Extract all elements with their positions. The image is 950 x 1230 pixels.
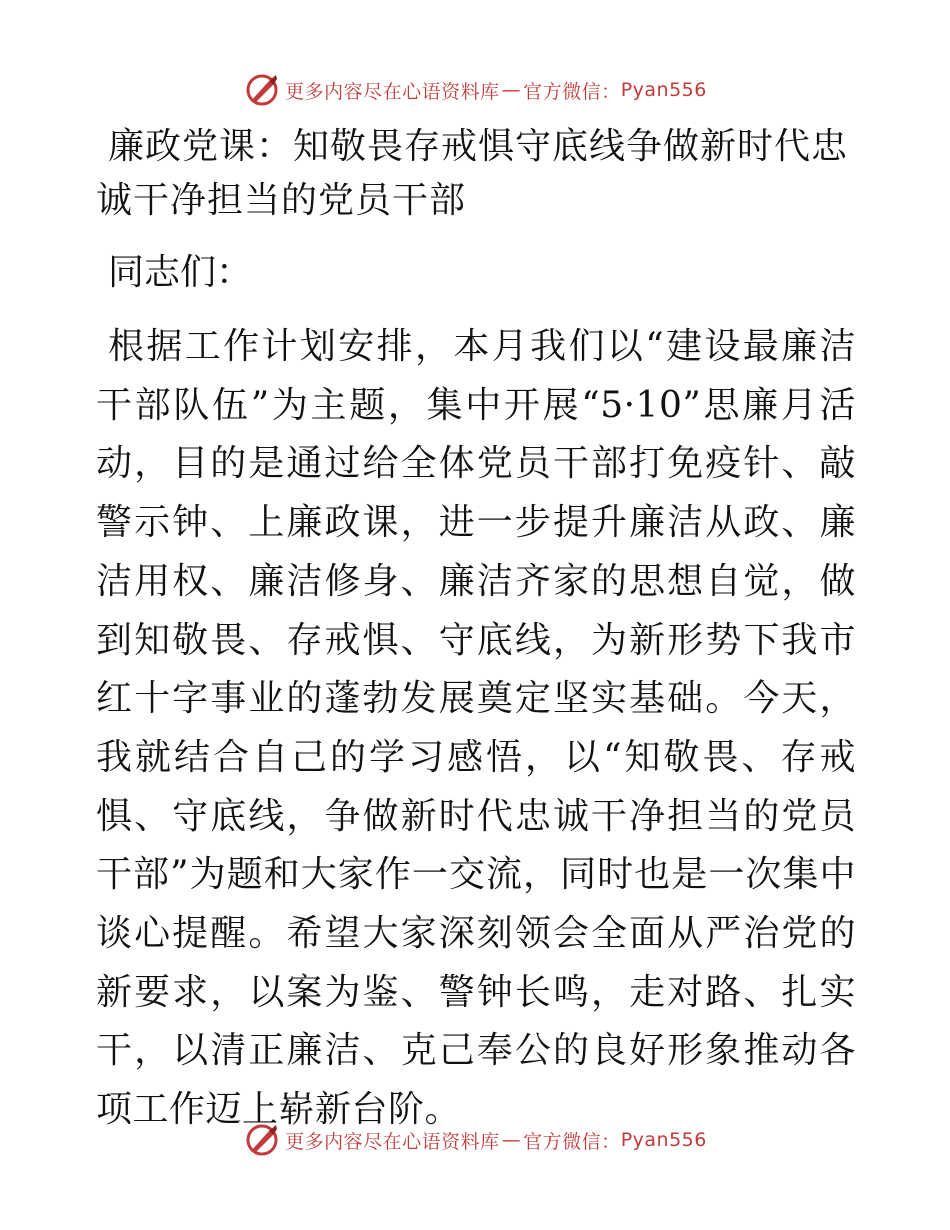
watermark-separator: — <box>501 1129 522 1151</box>
watermark-label: 官方微信： <box>523 1130 621 1153</box>
watermark-account: Pyan556 <box>620 1129 707 1151</box>
watermark-account: Pyan556 <box>620 79 707 101</box>
greeting: 同志们： <box>108 252 253 293</box>
quill-pen-logo-icon <box>243 71 281 109</box>
document-body <box>96 120 856 1140</box>
document-title: 廉政党课：知敬畏存戒惧守底线争做新时代忠诚干净担当的党员干部 <box>96 126 849 221</box>
body-paragraph: 根据工作计划安排，本月我们以“建设最廉洁干部队伍”为主题，集中开展“5·10”思廉月活动，目的是通过给全体党员干部打免疫针、敲警示钟、上廉政课，进一步提升廉洁从政、廉洁用权、廉洁修身、廉洁齐家的思想自觉，做到知敬畏、存戒惧、守底线，为新形势下我市红十字事业的蓬勃发展奠定坚实基础。今天，我就结合自己的学习感悟，以“知敬畏、存戒惧、守底线，争做新时代忠诚干净担当的党员干部”为题和大家作一交流，同时也是一次集中谈心提醒。希望大家深刻领会全面从严治党的新要求，以案为鉴、警钟长鸣，走对路、扎实干，以清正廉洁、克己奉公的良好形象推动各项工作迈上崭新台阶。 <box>96 326 856 1131</box>
header-watermark <box>0 68 950 112</box>
watermark-text: 更多内容尽在心语资料库 <box>285 80 500 103</box>
watermark-separator: — <box>501 79 522 101</box>
watermark-text: 更多内容尽在心语资料库 <box>285 1130 500 1153</box>
footer-watermark <box>0 1118 950 1162</box>
watermark-label: 官方微信： <box>523 80 621 103</box>
quill-pen-logo-icon <box>243 1121 281 1159</box>
